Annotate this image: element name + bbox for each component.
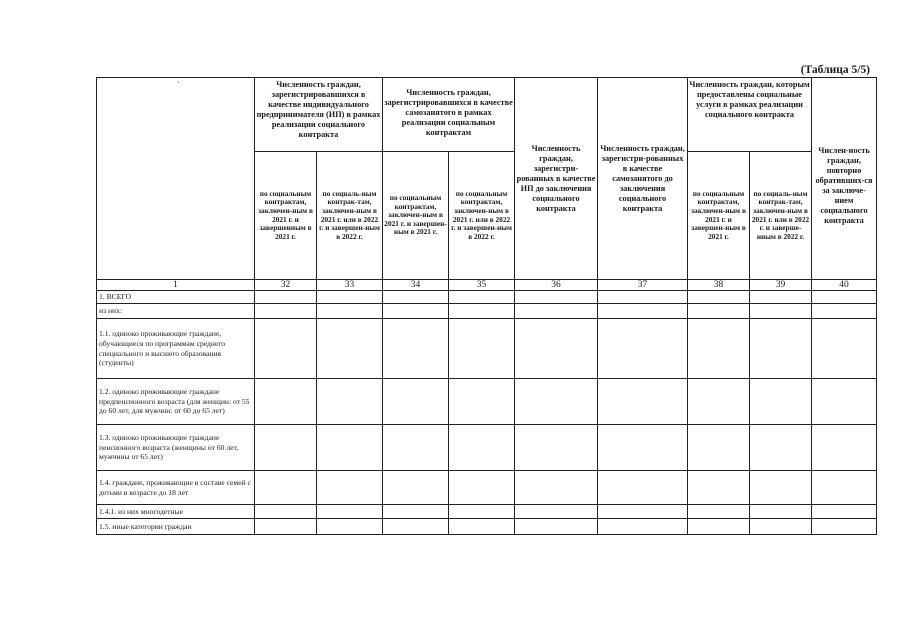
data-cell[interactable] — [750, 319, 812, 379]
row-label: 1.3. одиноко проживающие граждане пенсионного возраста (женщины от 60 лет, мужчины от 65 лет) — [97, 425, 255, 471]
column-number: 37 — [598, 280, 688, 291]
data-cell[interactable] — [688, 379, 750, 425]
data-cell[interactable] — [598, 505, 688, 519]
row-label: 1.4.1. из них многодетные — [97, 505, 255, 519]
data-cell[interactable] — [812, 304, 877, 319]
subheader-col-38: по социальным контрактам, заключен-ным в 2021 г. и завершен-ным в 2021 г. — [688, 152, 750, 280]
data-cell[interactable] — [750, 379, 812, 425]
table-caption: (Таблица 5/5) — [800, 64, 870, 76]
data-cell[interactable] — [750, 519, 812, 535]
table-row — [97, 304, 877, 319]
data-cell[interactable] — [598, 519, 688, 535]
data-cell[interactable] — [449, 425, 515, 471]
data-cell[interactable] — [255, 304, 317, 319]
data-cell[interactable] — [255, 519, 317, 535]
data-cell[interactable] — [750, 425, 812, 471]
data-cell[interactable] — [255, 471, 317, 505]
data-cell[interactable] — [317, 291, 383, 304]
table-row — [97, 471, 877, 505]
report-table — [96, 77, 877, 535]
data-cell[interactable] — [750, 471, 812, 505]
table-row — [97, 379, 877, 425]
data-cell[interactable] — [515, 519, 598, 535]
data-cell[interactable] — [383, 425, 449, 471]
data-cell[interactable] — [383, 319, 449, 379]
data-cell[interactable] — [812, 471, 877, 505]
header-col-36: Численность граждан, зарегистри-рованных в качестве ИП до заключения социального контракта — [515, 78, 598, 280]
header-col-37: Численность граждан, зарегистри-рованных в качестве самозанятого до заключения социального контракта — [598, 78, 688, 280]
data-cell[interactable] — [812, 425, 877, 471]
data-cell[interactable] — [449, 519, 515, 535]
data-cell[interactable] — [598, 319, 688, 379]
data-cell[interactable] — [688, 319, 750, 379]
header-col-40: Числен-ность граждан, повторно обративших-ся за заключе-нием социального контракта — [812, 78, 877, 280]
data-cell[interactable] — [383, 471, 449, 505]
data-cell[interactable] — [255, 319, 317, 379]
data-cell[interactable] — [515, 471, 598, 505]
data-cell[interactable] — [383, 505, 449, 519]
data-cell[interactable] — [255, 291, 317, 304]
data-cell[interactable] — [750, 304, 812, 319]
header-group-self-employed: Численность граждан, зарегистрировавшихся в качестве самозанятого в рамках реализации социальным контрактам — [383, 78, 515, 152]
data-cell[interactable] — [515, 291, 598, 304]
column-number: 34 — [383, 280, 449, 291]
column-number: 36 — [515, 280, 598, 291]
data-cell[interactable] — [750, 291, 812, 304]
header-group-ip: Численность граждан, зарегистрировавшихся в качестве индивидуального предпринимателя (ИП) в рамках реализации социального контракта — [255, 78, 383, 152]
table-row — [97, 519, 877, 535]
subheader-col-33: по социаль-ным контрак-там, заключен-ным в 2021 г. или в 2022 г. и завершен-ным в 2022 г. — [317, 152, 383, 280]
column-number-row — [97, 280, 877, 291]
data-cell[interactable] — [812, 519, 877, 535]
data-cell[interactable] — [255, 505, 317, 519]
column-number: 35 — [449, 280, 515, 291]
data-cell[interactable] — [598, 471, 688, 505]
data-cell[interactable] — [515, 379, 598, 425]
data-cell[interactable] — [317, 425, 383, 471]
data-cell[interactable] — [515, 425, 598, 471]
table-row — [97, 425, 877, 471]
data-cell[interactable] — [515, 304, 598, 319]
data-cell[interactable] — [449, 505, 515, 519]
row-label: из них: — [97, 304, 255, 319]
data-cell[interactable] — [812, 505, 877, 519]
data-cell[interactable] — [317, 505, 383, 519]
data-cell[interactable] — [255, 425, 317, 471]
data-cell[interactable] — [750, 505, 812, 519]
data-cell[interactable] — [598, 291, 688, 304]
subheader-col-39: по социаль-ным контрак-там, заключен-ным в 2021 г. или в 2022 г. и заверше-нным в 2022 г. — [750, 152, 812, 280]
data-cell[interactable] — [317, 471, 383, 505]
column-number: 32 — [255, 280, 317, 291]
column-number: 38 — [688, 280, 750, 291]
data-cell[interactable] — [598, 425, 688, 471]
data-cell[interactable] — [812, 319, 877, 379]
data-cell[interactable] — [449, 379, 515, 425]
data-cell[interactable] — [515, 505, 598, 519]
subheader-col-35: по социальным контрактам, заключен-ным в 2021 г. или в 2022 г. и завершен-ным в 2022 г. — [449, 152, 515, 280]
data-cell[interactable] — [449, 291, 515, 304]
data-cell[interactable] — [688, 505, 750, 519]
table-row — [97, 319, 877, 379]
data-cell[interactable] — [812, 379, 877, 425]
subheader-col-34: по социальным контрактам, заключен-ным в 2021 г. и завершен-ным в 2021 г. — [383, 152, 449, 280]
table-row — [97, 505, 877, 519]
data-cell[interactable] — [688, 519, 750, 535]
data-cell[interactable] — [383, 291, 449, 304]
data-cell[interactable] — [449, 471, 515, 505]
data-cell[interactable] — [317, 304, 383, 319]
data-cell[interactable] — [255, 379, 317, 425]
header-group-services: Численность граждан, которым предоставлены социальные услуги в рамках реализации социального контракта — [688, 78, 812, 152]
data-cell[interactable] — [449, 304, 515, 319]
data-cell[interactable] — [598, 304, 688, 319]
data-cell[interactable] — [812, 291, 877, 304]
data-cell[interactable] — [383, 519, 449, 535]
table-row — [97, 291, 877, 304]
data-cell[interactable] — [688, 304, 750, 319]
column-number: 1 — [97, 280, 255, 291]
data-cell[interactable] — [688, 425, 750, 471]
data-cell[interactable] — [383, 304, 449, 319]
data-cell[interactable] — [317, 379, 383, 425]
data-cell[interactable] — [449, 319, 515, 379]
subheader-col-32: по социальным контрактам, заключен-ным в 2021 г. и завершенным в 2021 г. — [255, 152, 317, 280]
row-label: 1.1. одиноко проживающие граждане, обучающиеся по программам среднего специального и высшего образования (студенты) — [97, 319, 255, 379]
corner-cell — [97, 78, 255, 280]
data-cell[interactable] — [317, 319, 383, 379]
row-label: 1. ВСЕГО — [97, 291, 255, 304]
data-cell[interactable] — [598, 379, 688, 425]
data-cell[interactable] — [317, 519, 383, 535]
row-label: 1.2. одиноко проживающие граждане предпенсионного возраста (для женщин: от 55 до 60 лет, для мужчин: от 60 до 65 лет) — [97, 379, 255, 425]
column-number: 39 — [750, 280, 812, 291]
row-label: 1.5. иные категории граждан — [97, 519, 255, 535]
column-number: 33 — [317, 280, 383, 291]
data-cell[interactable] — [515, 319, 598, 379]
data-cell[interactable] — [688, 471, 750, 505]
row-label: 1.4. граждане, проживающие в составе семей с детьми в возрасте до 18 лет — [97, 471, 255, 505]
corner-mark: · — [177, 78, 180, 87]
column-number: 40 — [812, 280, 877, 291]
data-cell[interactable] — [383, 379, 449, 425]
data-cell[interactable] — [688, 291, 750, 304]
